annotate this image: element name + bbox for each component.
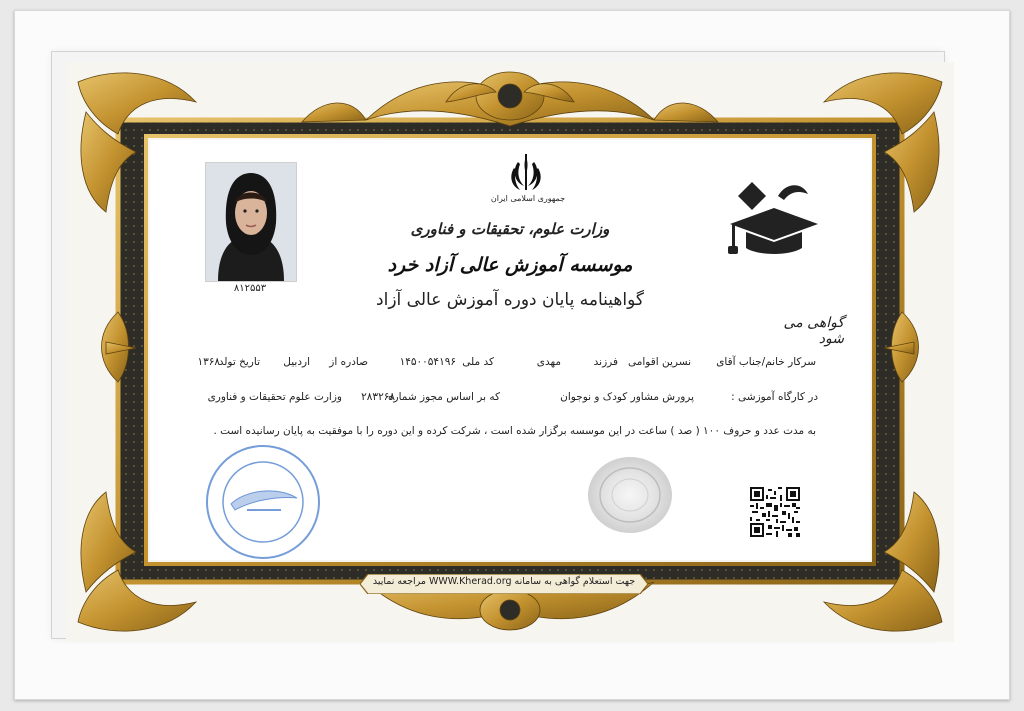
kherad-graduation-cap-logo-icon: [722, 178, 822, 258]
info-line-2: [196, 391, 818, 405]
salutation-label: سرکار خانم/جناب آقای: [716, 356, 816, 368]
certificate-title: گواهینامه پایان دوره آموزش عالی آزاد: [376, 290, 644, 310]
issued-value: اردبیل: [283, 356, 310, 368]
certificate: [66, 62, 954, 642]
info-line-1: [196, 356, 816, 370]
institute-seal-stamp-icon: [201, 440, 325, 564]
dob-value: ۱۳۶۸: [197, 356, 220, 368]
national-id-label: کد ملی: [462, 356, 494, 368]
father-name: مهدی: [536, 356, 561, 368]
license-label: که بر اساس مجوز شماره: [388, 391, 500, 403]
portrait-photo: [205, 162, 297, 282]
workshop-label: در کارگاه آموزشی :: [731, 391, 818, 403]
duration-text: به مدت عدد و حروف ۱۰۰ ( صد ) ساعت در این موسسه برگزار شده است ، شرکت کرده و این دوره را با موفقیت به پایان رسانیده است .: [213, 425, 816, 437]
attest-text: گواهی می شود: [783, 315, 844, 347]
republic-label: جمهوری اسلامی ایران: [490, 194, 566, 203]
hologram-seal-icon: [582, 452, 678, 538]
info-line-3: [213, 425, 816, 439]
qr-code-icon: [750, 487, 800, 537]
student-name: نسرین اقوامی: [628, 356, 691, 368]
issued-label: صادره از: [329, 356, 368, 368]
verification-footer: جهت استعلام گواهی به سامانه WWW.Kherad.org مراجعه نمایید: [372, 576, 636, 587]
ministry-label: وزارت علوم، تحقیقات و فناوری: [410, 220, 610, 238]
photo-number: ۸۱۲۵۵۳: [233, 283, 267, 294]
institute-name: موسسه آموزش عالی آزاد خرد: [387, 254, 633, 276]
license-value: ۲۸۳۲۶۸: [361, 391, 395, 403]
child-of-label: فرزند: [593, 356, 618, 368]
ornamental-border: [66, 62, 954, 642]
ministry-name: وزارت علوم تحقیقات و فناوری: [207, 391, 342, 403]
workshop-value: پرورش مشاور کودک و نوجوان: [560, 391, 694, 403]
iran-emblem-icon: [508, 152, 544, 196]
national-id-value: ۱۴۵۰۰۵۴۱۹۶: [399, 356, 456, 368]
dob-label: تاریخ تولد: [218, 356, 260, 368]
